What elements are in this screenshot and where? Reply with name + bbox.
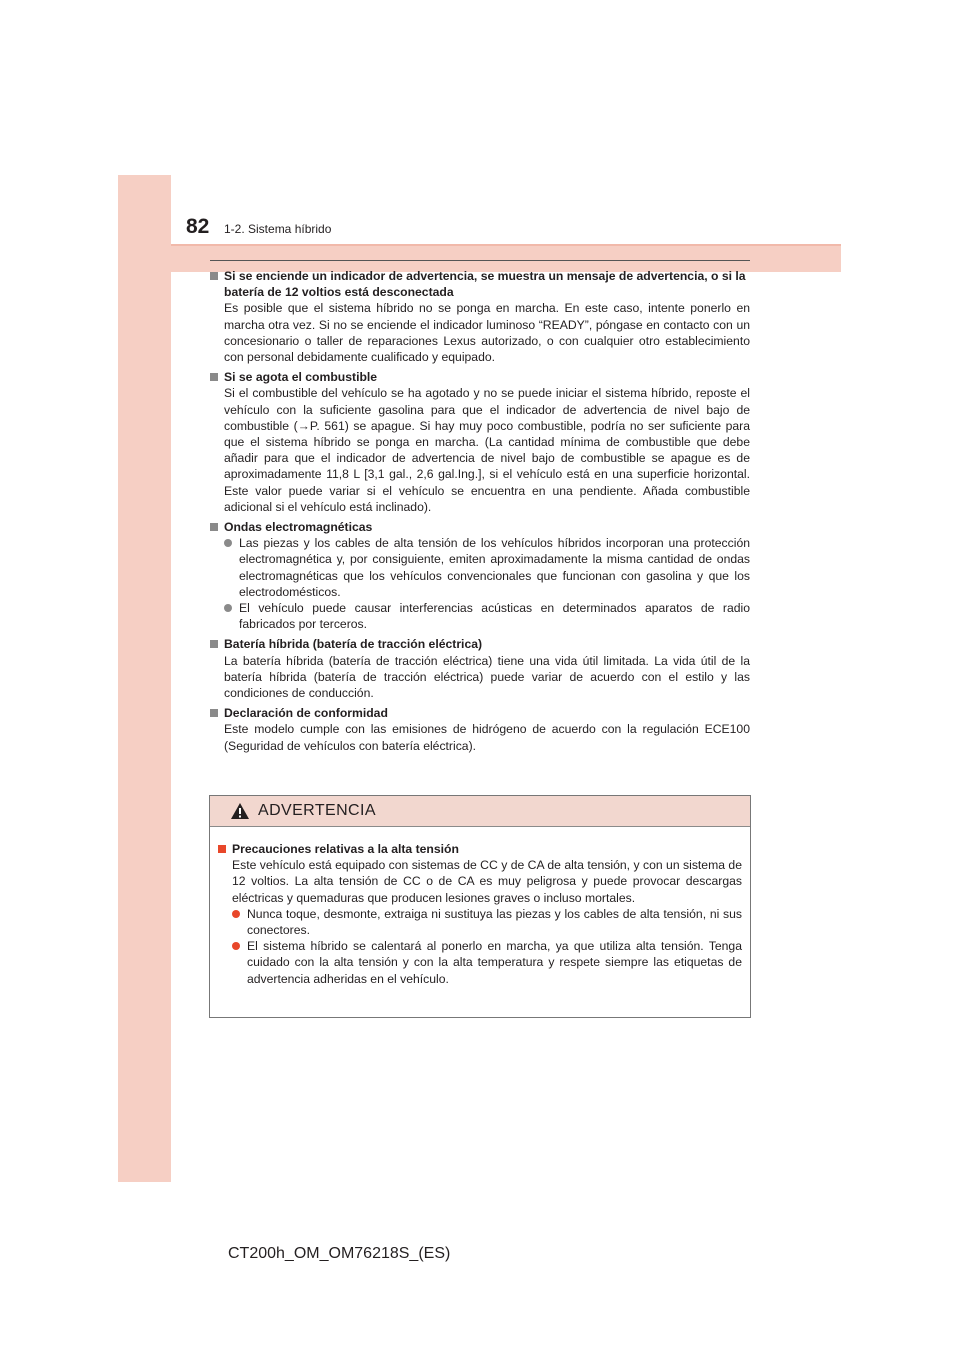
section-electromagnetic xyxy=(210,519,750,632)
list-item-text: Las piezas y los cables de alta tensión de los vehículos híbridos incorporan una protección electromagnética y, por consiguiente, emiten aproximadamente la misma cantidad de ondas electromagnéticas que los vehículos convencionales que funcionan con gasolina y que los electrodomésticos. xyxy=(239,536,750,599)
square-bullet-icon xyxy=(210,373,218,381)
section-heading xyxy=(210,636,750,652)
content-divider xyxy=(210,260,750,261)
document-code: CT200h_OM_OM76218S_(ES) xyxy=(228,1245,451,1262)
section-body: Si el combustible del vehículo se ha agotado y no se puede iniciar el sistema híbrido, reposte el vehículo con la suficiente gasolina para que el indicador de advertencia de nivel bajo de combustible (→P. 561) se apague. Si hay muy poco combustible, podría no ser suficiente para que el sistema híbrido se ponga en marcha. (La cantidad mínima de combustible que debe añadir para que el indicador de advertencia de nivel bajo de combustible se apague es de aproximadamente 11,8 L [3,1 gal., 2,6 gal.Ing.], si el vehículo está en una superficie horizontal. Este valor puede variar si el vehículo se encuentra en una pendiente. Añada combustible adicional si el vehículo está inclinado). xyxy=(224,386,750,514)
square-bullet-icon xyxy=(218,845,226,853)
section-title: 1-2. Sistema híbrido xyxy=(224,222,332,236)
list-item-text: El sistema híbrido se calentará al ponerlo en marcha, ya que utiliza alta tensión. Tenga cuidado con la alta tensión y con la alta temperatura y respete siempre las etiquetas de advertencia adheridas en el vehículo. xyxy=(247,939,742,986)
warning-title xyxy=(218,841,742,857)
section-body: La batería híbrida (batería de tracción eléctrica) tiene una vida útil limitada. La vida útil de la batería híbrida (batería de tracción eléctrica) puede variar de acuerdo con el estilo y las condiciones de conducción. xyxy=(224,653,750,701)
section-heading xyxy=(210,369,750,385)
round-bullet-icon xyxy=(232,942,240,950)
square-bullet-icon xyxy=(210,709,218,717)
section-body: Es posible que el sistema híbrido no se ponga en marcha. En este caso, intente ponerlo en marcha otra vez. Si no se enciende el indicador luminoso “READY”, póngase en contacto con un concesionario o taller de reparaciones Lexus autorizado, o con cualquier otro establecimiento con personal debidamente cualificado y equipado. xyxy=(224,301,750,365)
section-heading-text: Declaración de conformidad xyxy=(224,706,388,721)
list-item xyxy=(210,535,750,600)
square-bullet-icon xyxy=(210,640,218,648)
section-conformity xyxy=(210,705,750,754)
header-rule xyxy=(171,244,841,246)
warning-header xyxy=(210,796,750,827)
page-number: 82 xyxy=(186,215,210,238)
warning-body: Este vehículo está equipado con sistemas de CC y de CA de alta tensión, y con un sistema de 12 voltios. La alta tensión de CC o de CA es muy peligrosa y puede provocar descargas eléctricas y quemaduras que producen lesiones graves o incluso mortales. xyxy=(232,858,742,905)
section-heading xyxy=(210,519,750,535)
section-heading-text: Ondas electromagnéticas xyxy=(224,520,373,535)
warning-heading: ADVERTENCIA xyxy=(258,802,376,819)
section-heading xyxy=(210,268,750,300)
main-content xyxy=(210,268,750,758)
round-bullet-icon xyxy=(224,539,232,547)
warning-box xyxy=(209,795,751,1018)
list-item-text: El vehículo puede causar interferencias acústicas en determinados aparatos de radio fabricados por terceros. xyxy=(239,601,750,632)
section-hybrid-battery xyxy=(210,636,750,701)
section-indicator-warning xyxy=(210,268,750,365)
list-item xyxy=(210,600,750,632)
list-item-text: Nunca toque, desmonte, extraiga ni sustituya las piezas y los cables de alta tensión, ni sus conectores. xyxy=(247,906,742,938)
round-bullet-icon xyxy=(224,604,232,612)
list-item xyxy=(218,906,742,938)
section-heading xyxy=(210,705,750,721)
warning-content xyxy=(210,827,750,987)
warning-triangle-icon xyxy=(230,802,250,820)
side-band xyxy=(118,175,171,1182)
square-bullet-icon xyxy=(210,523,218,531)
round-bullet-icon xyxy=(232,910,240,918)
square-bullet-icon xyxy=(210,272,218,280)
section-heading-text: Si se enciende un indicador de advertencia, se muestra un mensaje de advertencia, o si la batería de 12 voltios está desconectada xyxy=(224,269,746,300)
list-item xyxy=(218,938,742,987)
section-heading-text: Batería híbrida (batería de tracción eléctrica) xyxy=(224,637,483,652)
section-heading-text: Si se agota el combustible xyxy=(224,370,378,385)
section-fuel xyxy=(210,369,750,515)
section-body: Este modelo cumple con las emisiones de hidrógeno de acuerdo con la regulación ECE100 (Seguridad de vehículos con batería eléctrica). xyxy=(224,722,750,753)
warning-title-text: Precauciones relativas a la alta tensión xyxy=(232,842,459,856)
